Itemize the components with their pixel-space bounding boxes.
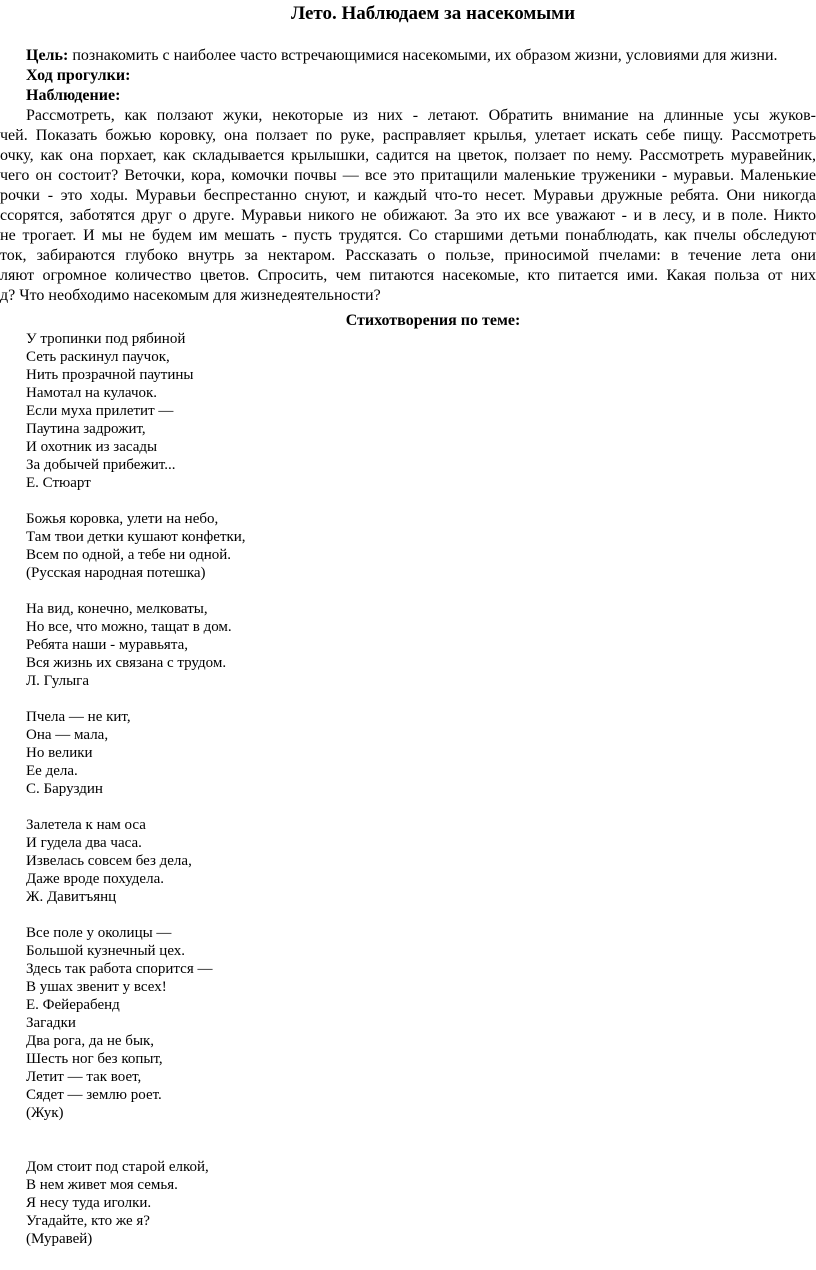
observation-line: не трогает. И мы не будем им мешать - пусть трудятся. Со старшими детьми понаблюдать, как пчелы обследуют <box>0 227 816 244</box>
riddles-heading: Загадки <box>26 1015 76 1031</box>
riddle-answer: (Муравей) <box>26 1231 93 1247</box>
riddle-line: Угадайте, кто же я? <box>26 1213 150 1229</box>
observation-line: чего он состоит? Веточки, кора, комочки почвы — все это притащили маленькие труженики - муравьи. Маленькие <box>0 167 816 184</box>
poem-author: (Русская народная потешка) <box>26 565 206 581</box>
riddle-line: Шесть ног без копыт, <box>26 1051 163 1067</box>
riddle-line: Сядет — землю роет. <box>26 1087 162 1103</box>
poem-line: Большой кузнечный цех. <box>26 943 186 959</box>
poem-line: Если муха прилетит — <box>26 403 174 419</box>
observation-line: ляют огромное количество цветов. Спросить, чем питаются насекомые, кто питается ими. Какая польза от них <box>0 267 816 284</box>
page-title: Лето. Наблюдаем за насекомыми <box>290 3 576 24</box>
poem-line: Даже вроде похудела. <box>26 871 164 887</box>
riddle-line: В нем живет моя семья. <box>26 1177 178 1193</box>
poem-line: Ее дела. <box>26 763 78 779</box>
goal-label: Цель: <box>26 47 69 64</box>
observation-line: рочки - это ходы. Муравьи беспрестанно снуют, и каждый что-то несет. Муравьи дружные ребята. Они никогда <box>0 187 816 204</box>
observation-line: ссорятся, заботятся друг о друге. Муравьи никого не обижают. За это их все уважают - и в лесу, и в поле. Никто <box>0 207 816 224</box>
walk-heading: Ход прогулки: <box>26 67 131 84</box>
poem-line: Все поле у околицы — <box>26 925 172 941</box>
poem-line: Но велики <box>26 745 93 761</box>
poem-line: Извелась совсем без дела, <box>26 853 192 869</box>
poem-line: На вид, конечно, мелковаты, <box>26 601 208 617</box>
poem-line: И охотник из засады <box>26 439 158 455</box>
poem-line: Залетела к нам оса <box>26 817 146 833</box>
observation-line: д? Что необходимо насекомым для жизнедеятельности? <box>0 287 381 304</box>
observation-line: очку, как она порхает, как складывается крылышки, садится на цветок, ползает по нему. Рассмотреть муравейник, <box>0 147 816 164</box>
poem-line: За добычей прибежит... <box>26 457 176 473</box>
observation-heading: Наблюдение: <box>26 87 121 104</box>
poem-author: Л. Гулыга <box>26 673 89 689</box>
poem-author: Ж. Давитъянц <box>26 889 117 905</box>
poem-line: У тропинки под рябиной <box>26 331 186 347</box>
poem-author: Е. Фейерабенд <box>26 997 120 1013</box>
poems-heading: Стихотворения по теме: <box>345 312 521 329</box>
goal-text: познакомить с наиболее часто встречающимися насекомыми, их образом жизни, условиями для жизни. <box>68 47 778 64</box>
poem-line: Всем по одной, а тебе ни одной. <box>26 547 232 563</box>
poem-line: Пчела — не кит, <box>26 709 131 725</box>
poem-line: Сеть раскинул паучок, <box>26 349 170 365</box>
poem-line: Божья коровка, улети на небо, <box>26 511 219 527</box>
poem-line: Намотал на кулачок. <box>26 385 158 401</box>
observation-line: Рассмотреть, как ползают жуки, некоторые из них - летают. Обратить внимание на длинные усы жуков- <box>26 107 816 124</box>
observation-line: чей. Показать божью коровку, она ползает по руке, расправляет крылья, улетает искать себе пищу. Рассмотреть <box>0 127 816 144</box>
poem-line: Здесь так работа спорится — <box>26 961 213 977</box>
poem-line: И гудела два часа. <box>26 835 142 851</box>
observation-line: ток, забираются глубоко внутрь за нектаром. Рассказать о пользе, приносимой пчелами: в течение лета они <box>0 247 816 264</box>
poem-line: Вся жизнь их связана с трудом. <box>26 655 227 671</box>
goal-paragraph <box>26 46 778 66</box>
riddle-answer: (Жук) <box>26 1105 64 1121</box>
riddle-line: Дом стоит под старой елкой, <box>26 1159 209 1175</box>
poem-line: Паутина задрожит, <box>26 421 146 437</box>
riddle-line: Два рога, да не бык, <box>26 1033 155 1049</box>
poem-author: С. Баруздин <box>26 781 103 797</box>
poem-line: Она — мала, <box>26 727 109 743</box>
poem-author: Е. Стюарт <box>26 475 91 491</box>
riddle-line: Я несу туда иголки. <box>26 1195 152 1211</box>
poem-line: Нить прозрачной паутины <box>26 367 194 383</box>
poem-line: Там твои детки кушают конфетки, <box>26 529 246 545</box>
riddle-line: Летит — так воет, <box>26 1069 142 1085</box>
poem-line: Но все, что можно, тащат в дом. <box>26 619 232 635</box>
poem-line: Ребята наши - муравьята, <box>26 637 188 653</box>
poem-line: В ушах звенит у всех! <box>26 979 167 995</box>
